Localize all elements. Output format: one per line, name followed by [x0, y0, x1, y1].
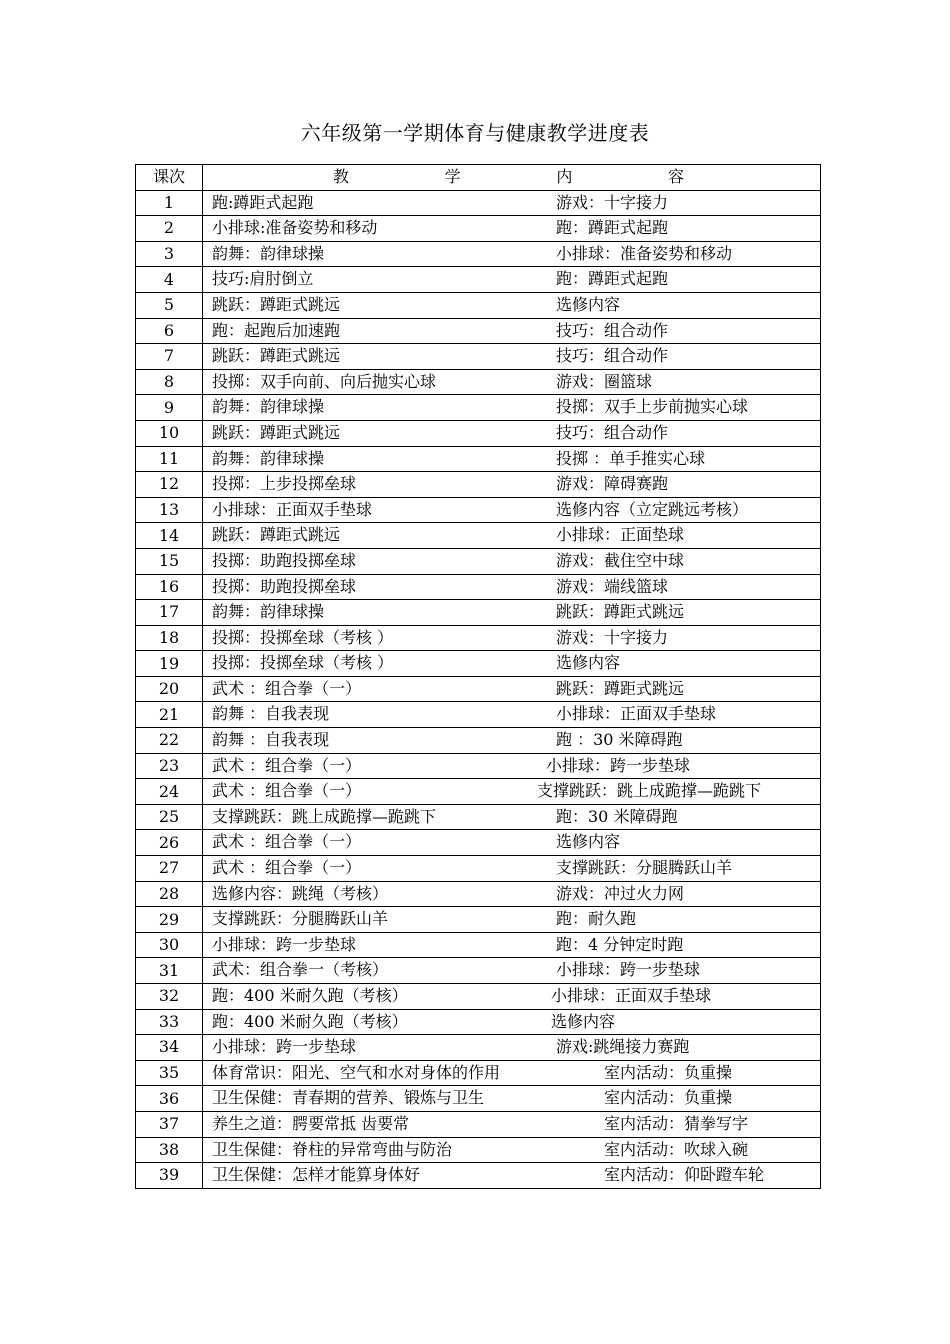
table-row: [136, 267, 821, 293]
content-item-secondary: 跳跃：蹲距式跳远: [556, 602, 685, 622]
table-row: [136, 728, 821, 754]
content-item-secondary: 游戏：圈篮球: [556, 371, 653, 391]
lesson-content: [203, 497, 821, 523]
lesson-content: [203, 600, 821, 626]
content-item-primary: 跑：400 米耐久跑（考核）: [212, 1011, 408, 1031]
content-item-secondary: 跑：蹲距式起跑: [556, 269, 669, 289]
content-item-primary: 韵舞：韵律球操: [212, 602, 325, 622]
table-row: [136, 1086, 821, 1112]
content-item-primary: 小排球：跨一步垫球: [212, 1037, 357, 1057]
table-row: [136, 1009, 821, 1035]
lesson-content: [203, 241, 821, 267]
content-item-primary: 体育常识：阳光、空气和水对身体的作用: [212, 1062, 501, 1082]
header-content-char: 学: [444, 167, 461, 187]
lesson-number: 5: [136, 292, 203, 318]
lesson-content: [203, 702, 821, 728]
header-lesson-number: 课次: [136, 165, 203, 191]
lesson-content: [203, 779, 821, 805]
content-item-primary: 武术 ：组合拳（一）: [212, 832, 362, 852]
table-row: [136, 984, 821, 1010]
table-row: [136, 523, 821, 549]
content-item-secondary: 小排球：正面垫球: [556, 525, 685, 545]
content-item-primary: 韵舞：韵律球操: [212, 448, 325, 468]
content-item-secondary: 跑：耐久跑: [556, 909, 637, 929]
header-content: [203, 165, 821, 191]
lesson-number: 35: [136, 1060, 203, 1086]
content-item-secondary: 游戏:跳绳接力赛跑: [556, 1037, 690, 1057]
table-row: [136, 369, 821, 395]
lesson-content: [203, 651, 821, 677]
content-item-primary: 跳跃：蹲距式跳远: [212, 422, 341, 442]
table-row: [136, 1111, 821, 1137]
content-item-primary: 支撑跳跃：分腿腾跃山羊: [212, 909, 389, 929]
lesson-content: [203, 1163, 821, 1189]
content-item-secondary: 跑：4 分钟定时跑: [556, 934, 684, 954]
content-item-secondary: 跑：30 米障碍跑: [556, 806, 678, 826]
content-item-primary: 武术：组合拳一（考核）: [212, 960, 389, 980]
content-item-secondary: 室内活动：负重操: [604, 1088, 733, 1108]
lesson-number: 38: [136, 1137, 203, 1163]
content-item-primary: 投掷：双手向前、向后抛实心球: [212, 371, 437, 391]
lesson-number: 39: [136, 1163, 203, 1189]
content-item-primary: 跳跃：蹲距式跳远: [212, 294, 341, 314]
lesson-content: [203, 907, 821, 933]
lesson-number: 17: [136, 600, 203, 626]
table-row: [136, 804, 821, 830]
table-row: [136, 574, 821, 600]
table-row: [136, 856, 821, 882]
lesson-content: [203, 1111, 821, 1137]
lesson-content: [203, 548, 821, 574]
table-row: [136, 548, 821, 574]
lesson-number: 4: [136, 267, 203, 293]
lesson-content: [203, 523, 821, 549]
content-item-primary: 武术 ：组合拳（一）: [212, 678, 362, 698]
lesson-content: [203, 190, 821, 216]
table-row: [136, 216, 821, 242]
lesson-content: [203, 728, 821, 754]
table-row: [136, 395, 821, 421]
lesson-content: [203, 1060, 821, 1086]
lesson-number: 29: [136, 907, 203, 933]
lesson-number: 21: [136, 702, 203, 728]
content-item-secondary: 室内活动：猜拳写字: [604, 1113, 749, 1133]
content-item-secondary: 游戏：端线篮球: [556, 576, 669, 596]
table-row: [136, 1060, 821, 1086]
content-item-secondary: 支撑跳跃：跳上成跪撑—跪跳下: [537, 781, 762, 801]
content-item-secondary: 技巧：组合动作: [556, 422, 669, 442]
content-item-secondary: 跑 ：30 米障碍跑: [556, 730, 683, 750]
content-item-primary: 跳跃：蹲距式跳远: [212, 525, 341, 545]
lesson-number: 28: [136, 881, 203, 907]
lesson-content: [203, 958, 821, 984]
table-row: [136, 651, 821, 677]
content-item-primary: 卫生保健：青春期的营养、锻炼与卫生: [212, 1088, 485, 1108]
content-item-primary: 投掷：上步投掷垒球: [212, 474, 357, 494]
lesson-content: [203, 1009, 821, 1035]
lesson-content: [203, 804, 821, 830]
table-row: [136, 779, 821, 805]
lesson-content: [203, 574, 821, 600]
lesson-number: 18: [136, 625, 203, 651]
table-row: [136, 292, 821, 318]
lesson-content: [203, 1035, 821, 1061]
content-item-secondary: 室内活动：负重操: [604, 1062, 733, 1082]
content-item-secondary: 小排球：准备姿势和移动: [556, 243, 733, 263]
lesson-content: [203, 369, 821, 395]
lesson-content: [203, 344, 821, 370]
content-item-secondary: 小排球：正面双手垫球: [551, 986, 712, 1005]
table-row: [136, 497, 821, 523]
content-item-secondary: 游戏：冲过火力网: [556, 883, 685, 903]
lesson-number: 7: [136, 344, 203, 370]
content-item-secondary: 小排球：跨一步垫球: [556, 960, 701, 980]
content-item-secondary: 游戏：十字接力: [556, 627, 669, 647]
content-item-primary: 技巧:肩肘倒立: [212, 269, 314, 289]
table-row: [136, 420, 821, 446]
content-item-secondary: 游戏：截住空中球: [556, 550, 685, 570]
content-item-secondary: 投掷 ：单手推实心球: [556, 448, 706, 468]
content-item-secondary: 小排球：跨一步垫球: [546, 755, 691, 775]
lesson-number: 27: [136, 856, 203, 882]
lesson-number: 36: [136, 1086, 203, 1112]
table-row: [136, 241, 821, 267]
content-item-secondary: 技巧：组合动作: [556, 320, 669, 340]
lesson-number: 16: [136, 574, 203, 600]
content-item-secondary: 跑：蹲距式起跑: [556, 218, 669, 238]
content-item-primary: 韵舞：韵律球操: [212, 397, 325, 417]
table-row: [136, 676, 821, 702]
lesson-number: 34: [136, 1035, 203, 1061]
lesson-number: 12: [136, 472, 203, 498]
content-item-secondary: 室内活动：仰卧蹬车轮: [604, 1165, 765, 1185]
lesson-content: [203, 932, 821, 958]
table-row: [136, 958, 821, 984]
content-item-primary: 卫生保健：脊柱的异常弯曲与防治: [212, 1139, 453, 1159]
content-item-primary: 武术 ：组合拳（一）: [212, 858, 362, 878]
lesson-number: 1: [136, 190, 203, 216]
lesson-number: 22: [136, 728, 203, 754]
table-row: [136, 446, 821, 472]
lesson-number: 14: [136, 523, 203, 549]
content-item-primary: 跑:蹲距式起跑: [212, 192, 314, 212]
lesson-number: 10: [136, 420, 203, 446]
lesson-content: [203, 472, 821, 498]
table-row: [136, 318, 821, 344]
content-item-secondary: 选修内容: [556, 653, 621, 673]
content-item-primary: 支撑跳跃：跳上成跪撑—跪跳下: [212, 806, 437, 826]
table-header-row: [136, 165, 821, 191]
table-row: [136, 1137, 821, 1163]
teaching-schedule-table: [135, 164, 821, 1189]
content-item-secondary: 跳跃：蹲距式跳远: [556, 678, 685, 698]
lesson-content: [203, 984, 821, 1010]
lesson-number: 30: [136, 932, 203, 958]
lesson-number: 24: [136, 779, 203, 805]
content-item-primary: 投掷：助跑投掷垒球: [212, 576, 357, 596]
lesson-number: 13: [136, 497, 203, 523]
page-title: 六年级第一学期体育与健康教学进度表: [300, 121, 650, 145]
lesson-content: [203, 856, 821, 882]
lesson-number: 20: [136, 676, 203, 702]
lesson-number: 33: [136, 1009, 203, 1035]
lesson-content: [203, 267, 821, 293]
content-item-primary: 韵舞 ：自我表现: [212, 704, 330, 724]
lesson-content: [203, 446, 821, 472]
lesson-number: 3: [136, 241, 203, 267]
content-item-primary: 小排球：跨一步垫球: [212, 934, 357, 954]
content-item-primary: 武术 ：组合拳（一）: [212, 755, 362, 775]
content-item-secondary: 选修内容: [556, 832, 621, 852]
table-row: [136, 932, 821, 958]
lesson-number: 9: [136, 395, 203, 421]
lesson-content: [203, 395, 821, 421]
table-row: [136, 702, 821, 728]
lesson-content: [203, 830, 821, 856]
content-item-primary: 投掷：投掷垒球（考核 ）: [212, 653, 394, 673]
table-row: [136, 344, 821, 370]
lesson-content: [203, 1086, 821, 1112]
lesson-content: [203, 216, 821, 242]
header-content-char: 教: [333, 167, 350, 187]
content-item-secondary: 室内活动：吹球入碗: [604, 1139, 749, 1159]
content-item-primary: 养生之道：腭要常抵 齿要常: [212, 1113, 410, 1133]
lesson-number: 19: [136, 651, 203, 677]
content-item-primary: 跳跃：蹲距式跳远: [212, 346, 341, 366]
header-content-char: 内: [556, 167, 573, 187]
lesson-number: 25: [136, 804, 203, 830]
content-item-secondary: 选修内容: [551, 1011, 616, 1031]
table-row: [136, 753, 821, 779]
lesson-number: 31: [136, 958, 203, 984]
table-row: [136, 472, 821, 498]
lesson-number: 6: [136, 318, 203, 344]
content-item-primary: 选修内容：跳绳（考核）: [212, 883, 389, 903]
content-item-primary: 卫生保健：怎样才能算身体好: [212, 1165, 421, 1185]
table-row: [136, 190, 821, 216]
content-item-secondary: 游戏：障碍赛跑: [556, 474, 669, 494]
lesson-number: 15: [136, 548, 203, 574]
content-item-primary: 投掷：投掷垒球（考核 ）: [212, 627, 394, 647]
table-row: [136, 625, 821, 651]
lesson-content: [203, 881, 821, 907]
lesson-number: 32: [136, 984, 203, 1010]
content-item-secondary: 小排球：正面双手垫球: [556, 704, 717, 724]
content-item-primary: 韵舞：韵律球操: [212, 243, 325, 263]
content-item-secondary: 技巧：组合动作: [556, 346, 669, 366]
content-item-secondary: 选修内容: [556, 294, 621, 314]
lesson-content: [203, 1137, 821, 1163]
table-row: [136, 1163, 821, 1189]
lesson-content: [203, 292, 821, 318]
content-item-secondary: 选修内容（立定跳远考核）: [556, 499, 749, 519]
content-item-primary: 投掷：助跑投掷垒球: [212, 550, 357, 570]
lesson-number: 37: [136, 1111, 203, 1137]
table-row: [136, 907, 821, 933]
content-item-primary: 跑：400 米耐久跑（考核）: [212, 986, 408, 1005]
lesson-content: [203, 753, 821, 779]
lesson-number: 2: [136, 216, 203, 242]
lesson-content: [203, 676, 821, 702]
lesson-number: 8: [136, 369, 203, 395]
table-row: [136, 1035, 821, 1061]
content-item-primary: 小排球：正面双手垫球: [212, 499, 373, 519]
table-row: [136, 830, 821, 856]
lesson-number: 26: [136, 830, 203, 856]
lesson-number: 23: [136, 753, 203, 779]
content-item-primary: 武术 ：组合拳（一）: [212, 781, 362, 801]
content-item-secondary: 支撑跳跃：分腿腾跃山羊: [556, 858, 733, 878]
content-item-secondary: 游戏：十字接力: [556, 192, 669, 212]
content-item-primary: 小排球:准备姿势和移动: [212, 218, 378, 238]
header-content-char: 容: [667, 167, 684, 187]
table-row: [136, 600, 821, 626]
lesson-content: [203, 420, 821, 446]
lesson-content: [203, 625, 821, 651]
content-item-primary: 韵舞 ：自我表现: [212, 730, 330, 750]
content-item-primary: 跑：起跑后加速跑: [212, 320, 341, 340]
content-item-secondary: 投掷：双手上步前抛实心球: [556, 397, 749, 417]
lesson-number: 11: [136, 446, 203, 472]
lesson-content: [203, 318, 821, 344]
table-row: [136, 881, 821, 907]
